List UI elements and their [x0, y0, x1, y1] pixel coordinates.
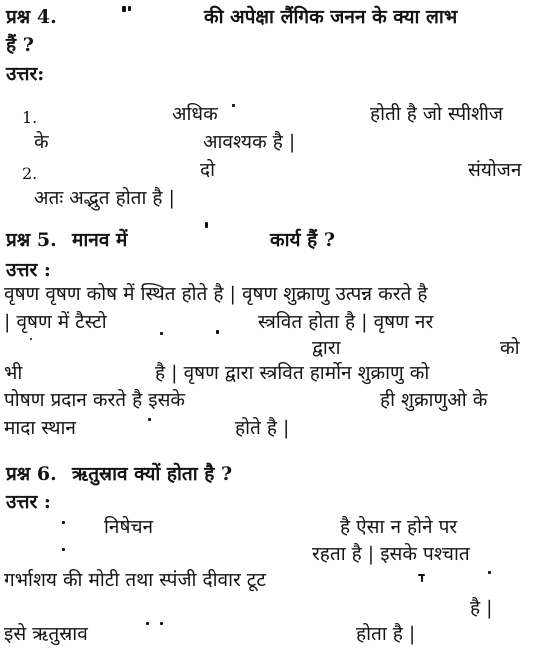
scan-speck [160, 332, 163, 335]
scan-speck [128, 6, 131, 11]
answer-5-text: भी [4, 362, 23, 384]
answer-6-text: इसे ऋतुस्राव [4, 623, 88, 645]
answer-4-point-2: संयोजन [468, 159, 522, 181]
question-4-title: की अपेक्षा लैंगिक जनन के क्या लाभ [204, 6, 458, 28]
answer-4-point-2: अतः अद्भुत होता है | [34, 187, 175, 209]
answer-5-text: मादा स्थान [4, 417, 76, 439]
question-5-title: मानव में [72, 229, 128, 251]
scan-speck [146, 622, 149, 625]
scan-speck [30, 338, 32, 340]
answer-5-text: पोषण प्रदान करते है इसके [4, 389, 186, 411]
answer-5-text: | वृषण में टैस्टो [4, 311, 107, 333]
answer-4-label: उत्तर: [6, 63, 45, 85]
list-number-2: 2. [22, 164, 38, 183]
answer-5-label: उत्तर : [6, 259, 51, 281]
scan-speck [122, 6, 126, 12]
question-4-title-cont: हैं ? [6, 34, 34, 56]
answer-5-text: होते है | [235, 417, 290, 439]
answer-6-text: है ऐसा न होने पर [340, 516, 458, 538]
answer-5-text: द्वारा [312, 337, 341, 359]
answer-4-point-2: दो [200, 159, 216, 181]
answer-4-point-1: होती है जो स्पीशीज [370, 103, 504, 125]
scan-speck [421, 574, 423, 582]
question-4-label: प्रश्न 4. [6, 6, 57, 28]
scan-speck [205, 222, 208, 228]
question-5-title: कार्य हैं ? [270, 229, 335, 251]
answer-5-text: को [500, 337, 520, 359]
answer-4-point-1: आवश्यक है | [203, 131, 296, 153]
scan-speck [232, 104, 235, 107]
answer-6-label: उत्तर : [6, 491, 51, 513]
question-6-title: ऋतुस्राव क्यों होता है ? [72, 463, 233, 485]
answer-6-text: निषेचन [104, 516, 154, 538]
answer-6-text: गर्भाशय की मोटी तथा स्पंजी दीवार टूट [4, 569, 266, 591]
answer-5-text: है | वृषण द्वारा स्त्रवित हार्मोन शुक्राणु को [155, 362, 430, 384]
scan-speck [62, 521, 65, 524]
answer-5-text: स्त्रवित होता है | वृषण नर [258, 311, 434, 333]
answer-6-text: रहता है | इसके पश्चात [312, 543, 470, 565]
scan-speck [148, 418, 151, 421]
answer-5-text: वृषण वृषण कोष में स्थित होते है | वृषण शुक्राणु उत्पन्न करते है [4, 283, 428, 305]
scan-speck [488, 571, 491, 574]
question-6-label: प्रश्न 6. [6, 463, 57, 485]
answer-6-text: होता है | [356, 623, 416, 645]
answer-6-text: है | [470, 597, 493, 619]
question-5-label: प्रश्न 5. [6, 229, 57, 251]
answer-4-point-1: के [34, 131, 49, 153]
list-number-1: 1. [22, 108, 38, 127]
scan-speck [216, 330, 219, 334]
answer-4-point-1: अधिक [172, 103, 218, 125]
answer-5-text: ही शुक्राणुओ के [380, 389, 488, 411]
scan-speck [62, 548, 65, 551]
scan-speck [160, 622, 163, 625]
